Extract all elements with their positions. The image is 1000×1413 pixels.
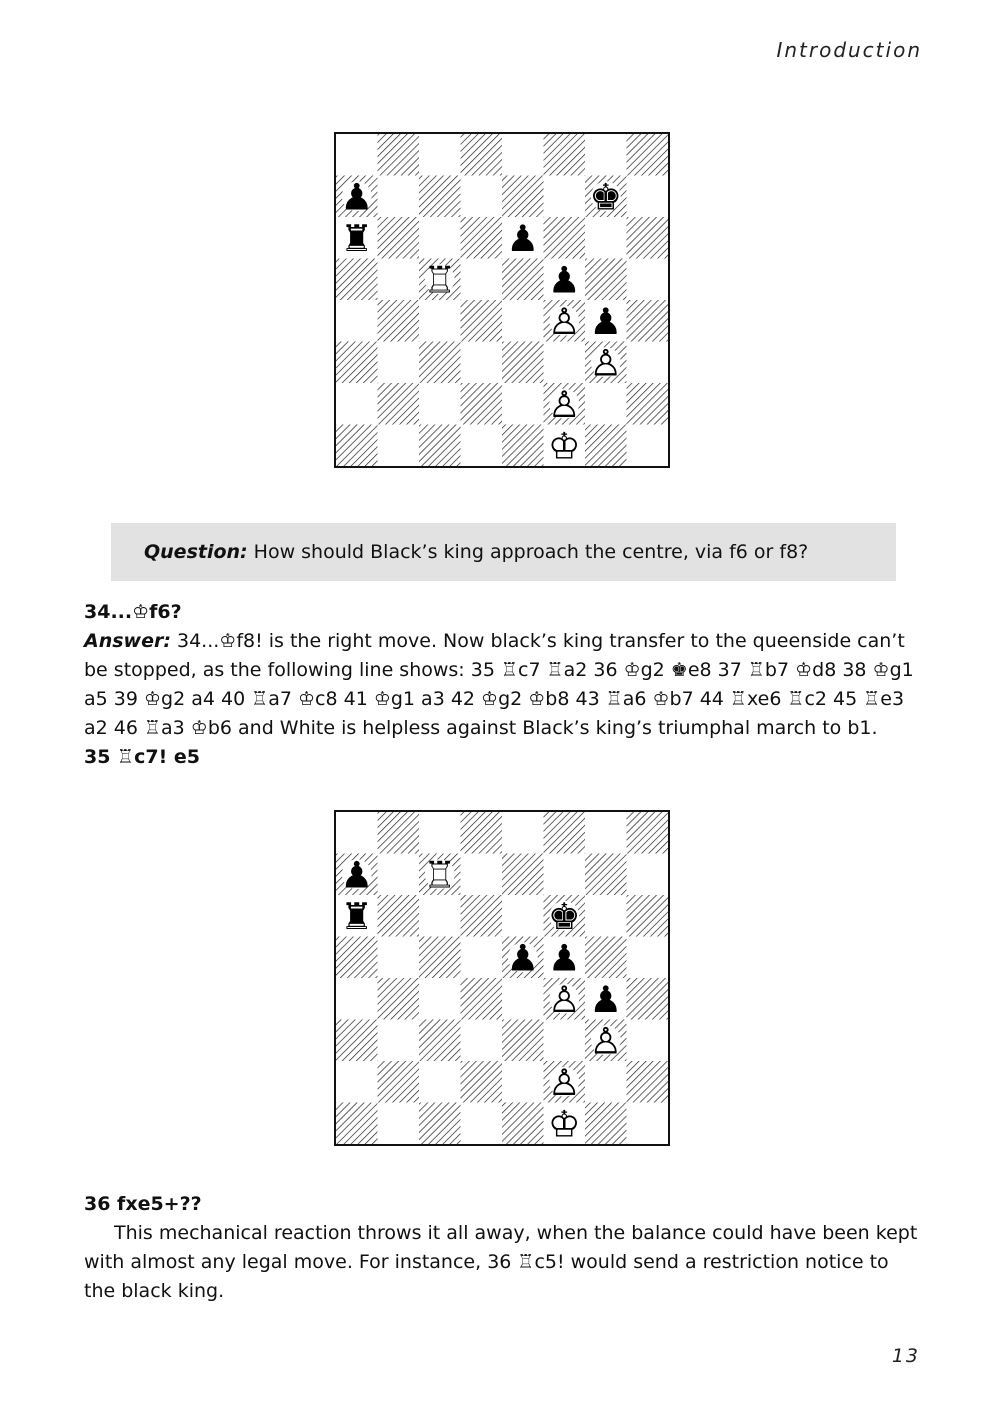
dark-square: [502, 1020, 544, 1062]
answer-label: Answer:: [84, 630, 171, 652]
light-square: [502, 978, 544, 1020]
light-square: [419, 383, 461, 425]
white-rook-c7: ♖: [423, 853, 457, 897]
dark-square: [585, 425, 627, 467]
light-square: [544, 1020, 586, 1062]
dark-square: [461, 383, 503, 425]
light-square: [544, 854, 586, 896]
dark-square: [461, 1061, 503, 1103]
light-square: [502, 812, 544, 854]
light-square: [419, 1061, 461, 1103]
white-king-f1: ♔: [547, 1102, 581, 1144]
dark-square: [461, 978, 503, 1020]
light-square: [419, 812, 461, 854]
dark-square: [627, 383, 669, 425]
black-pawn-g4: ♟: [589, 300, 623, 344]
light-square: [585, 812, 627, 854]
dark-square: [627, 812, 669, 854]
light-square: [627, 1103, 669, 1145]
dark-square: [627, 217, 669, 259]
white-pawn-g3: ♙: [589, 341, 623, 385]
light-square: [585, 134, 627, 176]
light-square: [336, 300, 378, 342]
light-square: [419, 978, 461, 1020]
black-pawn-g4: ♟: [589, 978, 623, 1022]
light-square: [461, 937, 503, 979]
dark-square: [585, 854, 627, 896]
black-pawn-a7: ♟: [340, 175, 374, 219]
black-king-g7: ♚: [589, 175, 623, 219]
light-square: [378, 176, 420, 218]
light-square: [461, 425, 503, 467]
white-pawn-f4: ♙: [547, 978, 581, 1022]
dark-square: [627, 895, 669, 937]
dark-square: [419, 937, 461, 979]
light-square: [336, 383, 378, 425]
light-square: [627, 425, 669, 467]
black-pawn-e5: ♟: [506, 936, 540, 980]
light-square: [378, 854, 420, 896]
light-square: [378, 1020, 420, 1062]
dark-square: [378, 134, 420, 176]
dark-square: [544, 812, 586, 854]
move-35: 35 ♖c7! e5: [84, 746, 200, 768]
dark-square: [419, 1020, 461, 1062]
dark-square: [461, 217, 503, 259]
light-square: [378, 259, 420, 301]
dark-square: [461, 812, 503, 854]
light-square: [585, 895, 627, 937]
light-square: [461, 259, 503, 301]
dark-square: [378, 217, 420, 259]
light-square: [627, 342, 669, 384]
dark-square: [336, 1020, 378, 1062]
light-square: [544, 176, 586, 218]
dark-square: [627, 134, 669, 176]
dark-square: [378, 383, 420, 425]
chess-diagram-2: [334, 810, 670, 1146]
dark-square: [378, 812, 420, 854]
dark-square: [544, 134, 586, 176]
dark-square: [627, 1061, 669, 1103]
dark-square: [585, 259, 627, 301]
dark-square: [627, 300, 669, 342]
black-pawn-a7: ♟: [340, 853, 374, 897]
light-square: [461, 342, 503, 384]
dark-square: [502, 854, 544, 896]
question-text: How should Black’s king approach the centre, via f6 or f8?: [253, 541, 809, 563]
white-pawn-f2: ♙: [547, 1061, 581, 1105]
dark-square: [585, 1103, 627, 1145]
dark-square: [461, 134, 503, 176]
dark-square: [502, 1103, 544, 1145]
dark-square: [336, 259, 378, 301]
light-square: [378, 425, 420, 467]
black-pawn-e6: ♟: [506, 217, 540, 261]
light-square: [336, 978, 378, 1020]
question-box: [111, 523, 896, 581]
white-rook-c5: ♖: [423, 258, 457, 302]
light-square: [378, 1103, 420, 1145]
white-pawn-f2: ♙: [547, 383, 581, 427]
chessboard: [336, 812, 668, 1144]
question-label: Question:: [144, 541, 248, 563]
dark-square: [419, 425, 461, 467]
dark-square: [336, 425, 378, 467]
black-pawn-f5: ♟: [547, 258, 581, 302]
dark-square: [585, 937, 627, 979]
light-square: [502, 300, 544, 342]
light-square: [461, 1103, 503, 1145]
light-square: [502, 1061, 544, 1103]
black-rook-a6: ♜: [340, 895, 374, 939]
light-square: [627, 937, 669, 979]
black-pawn-f5: ♟: [547, 936, 581, 980]
light-square: [378, 937, 420, 979]
dark-square: [502, 342, 544, 384]
answer-paragraph: [84, 627, 920, 743]
light-square: [419, 895, 461, 937]
dark-square: [461, 300, 503, 342]
dark-square: [378, 1061, 420, 1103]
light-square: [461, 1020, 503, 1062]
light-square: [419, 217, 461, 259]
light-square: [627, 176, 669, 218]
black-king-f6: ♚: [547, 895, 581, 939]
light-square: [336, 134, 378, 176]
light-square: [502, 134, 544, 176]
move-36: 36 fxe5+??: [84, 1193, 202, 1215]
white-pawn-g3: ♙: [589, 1019, 623, 1063]
dark-square: [502, 176, 544, 218]
chessboard: [336, 134, 668, 466]
dark-square: [419, 1103, 461, 1145]
dark-square: [461, 895, 503, 937]
light-square: [502, 895, 544, 937]
dark-square: [502, 425, 544, 467]
dark-square: [378, 300, 420, 342]
light-square: [502, 383, 544, 425]
light-square: [627, 1020, 669, 1062]
light-square: [378, 342, 420, 384]
light-square: [419, 300, 461, 342]
chess-diagram-1: [334, 132, 670, 468]
dark-square: [378, 895, 420, 937]
dark-square: [544, 217, 586, 259]
light-square: [419, 134, 461, 176]
dark-square: [378, 978, 420, 1020]
light-square: [585, 1061, 627, 1103]
dark-square: [336, 937, 378, 979]
move-34-block: [84, 598, 920, 772]
black-rook-a6: ♜: [340, 217, 374, 261]
light-square: [461, 176, 503, 218]
dark-square: [502, 259, 544, 301]
dark-square: [419, 176, 461, 218]
white-pawn-f4: ♙: [547, 300, 581, 344]
light-square: [627, 854, 669, 896]
light-square: [585, 217, 627, 259]
white-king-f1: ♔: [547, 424, 581, 466]
dark-square: [627, 978, 669, 1020]
move-34: 34...♔f6?: [84, 601, 182, 623]
light-square: [627, 259, 669, 301]
light-square: [336, 1061, 378, 1103]
dark-square: [419, 342, 461, 384]
comment-paragraph: This mechanical reaction throws it all away, when the balance could have been kept with almost any legal move. For instance, 36 ♖c5! would send a restriction notice to the black king.: [84, 1222, 918, 1302]
answer-text: 34...♔f8! is the right move. Now black’s king transfer to the queenside can’t be stopped, as the following line shows: 35 ♖c7 ♖a2 36 ♔g2 ♚e8 37 ♖b7 ♔d8 38 ♔g1 a5 39 ♔g2 a4 40 ♖a7 ♔c8 41 ♔g1 a3 42 ♔g2 ♔b8 43 ♖a6 ♔b7 44 ♖xe6 ♖c2 45 ♖e3 a2 46 ♖a3 ♔b6 and White is helpless against Black’s king’s triumphal march to b1.: [84, 630, 914, 739]
move-36-block: [84, 1190, 920, 1306]
light-square: [585, 383, 627, 425]
running-header: Introduction: [776, 38, 922, 62]
page-number: 13: [891, 1345, 920, 1367]
light-square: [544, 342, 586, 384]
light-square: [336, 812, 378, 854]
dark-square: [336, 342, 378, 384]
dark-square: [336, 1103, 378, 1145]
light-square: [461, 854, 503, 896]
